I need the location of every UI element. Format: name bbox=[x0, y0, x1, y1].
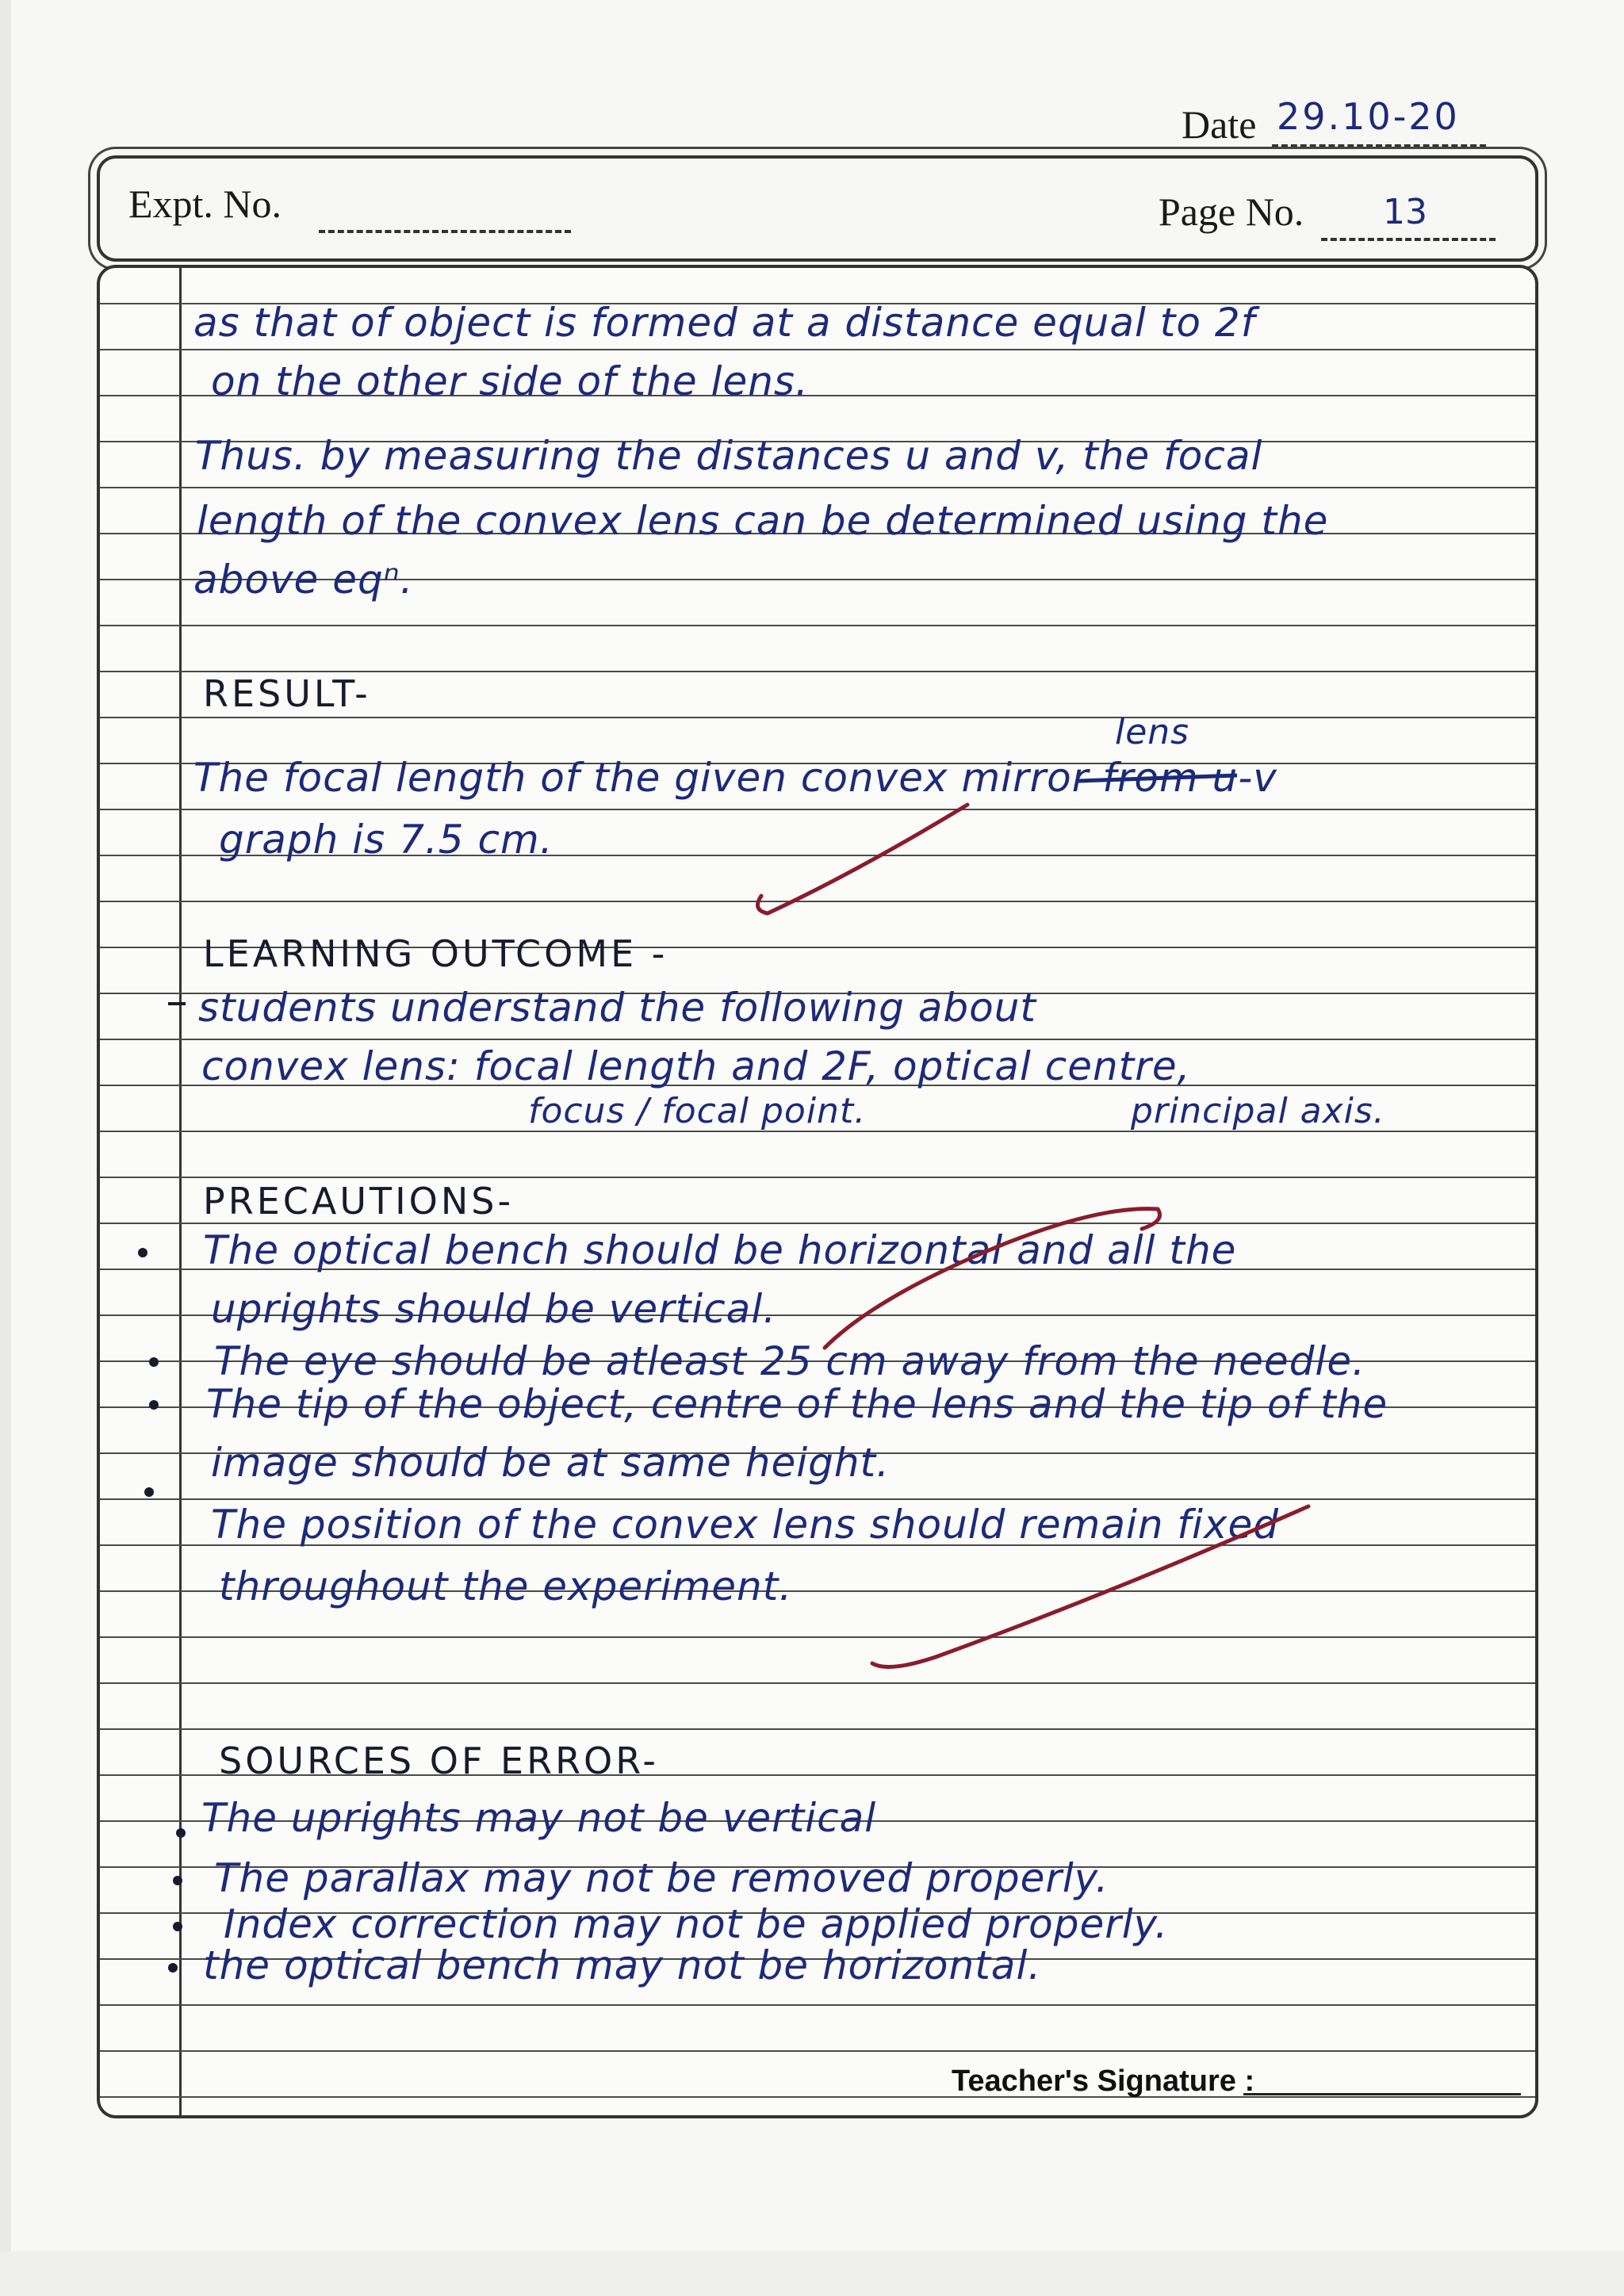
result-check-mark bbox=[758, 805, 968, 913]
result-correction: lens bbox=[1115, 712, 1190, 752]
date-label: Date bbox=[1182, 102, 1257, 147]
result-heading: RESULT- bbox=[203, 672, 371, 715]
precaution-line-4: The tip of the object, centre of the lens and the tip of the bbox=[206, 1381, 1388, 1427]
learning-line-1: students understand the following about bbox=[198, 985, 1037, 1031]
page-no-label: Page No. bbox=[1159, 189, 1304, 234]
body-line-4: length of the convex lens can be determined using the bbox=[197, 498, 1329, 544]
learning-line-2: convex lens: focal length and 2F, optical centre, bbox=[201, 1043, 1191, 1089]
body-line-3: Thus. by measuring the distances u and v, the focal bbox=[195, 433, 1263, 479]
errors-heading: SOURCES OF ERROR- bbox=[219, 1739, 659, 1782]
precaution-line-2: uprights should be vertical. bbox=[211, 1286, 777, 1332]
strikethrough-mark bbox=[1078, 775, 1237, 781]
error-line-1: The uprights may not be vertical bbox=[201, 1795, 877, 1841]
body-line-5: above eqⁿ. bbox=[193, 557, 414, 603]
expt-no-label: Expt. No. bbox=[128, 182, 282, 226]
precaution-check-mark-2 bbox=[872, 1506, 1308, 1667]
result-line-1: The focal length of the given convex mirror from u-v bbox=[193, 755, 1277, 801]
precaution-line-3: The eye should be atleast 25 cm away from the needle. bbox=[214, 1338, 1365, 1384]
learning-heading: LEARNING OUTCOME - bbox=[203, 932, 668, 975]
precaution-line-6: The position of the convex lens should remain fixed bbox=[211, 1502, 1280, 1548]
precaution-check-mark-1 bbox=[825, 1209, 1160, 1348]
error-line-3: Index correction may not be applied properly. bbox=[224, 1901, 1169, 1947]
error-line-4: the optical bench may not be horizontal. bbox=[203, 1942, 1042, 1988]
learning-line-3b: principal axis. bbox=[1131, 1091, 1385, 1131]
learning-line-3a: focus / focal point. bbox=[528, 1091, 867, 1131]
teacher-signature-label: Teacher's Signature : bbox=[952, 2064, 1255, 2098]
precaution-line-1: The optical bench should be horizontal and all the bbox=[203, 1227, 1237, 1273]
precaution-line-5: image should be at same height. bbox=[211, 1440, 891, 1486]
body-line-1: as that of object is formed at a distance equal to 2f bbox=[193, 300, 1256, 346]
error-line-2: The parallax may not be removed properly. bbox=[214, 1855, 1109, 1901]
date-value: 29.10-20 bbox=[1277, 95, 1460, 138]
page-no-value: 13 bbox=[1383, 192, 1427, 232]
result-line-2: graph is 7.5 cm. bbox=[219, 817, 553, 863]
body-line-2: on the other side of the lens. bbox=[211, 358, 809, 404]
precaution-line-7: throughout the experiment. bbox=[219, 1563, 793, 1609]
precautions-heading: PRECAUTIONS- bbox=[203, 1180, 515, 1223]
